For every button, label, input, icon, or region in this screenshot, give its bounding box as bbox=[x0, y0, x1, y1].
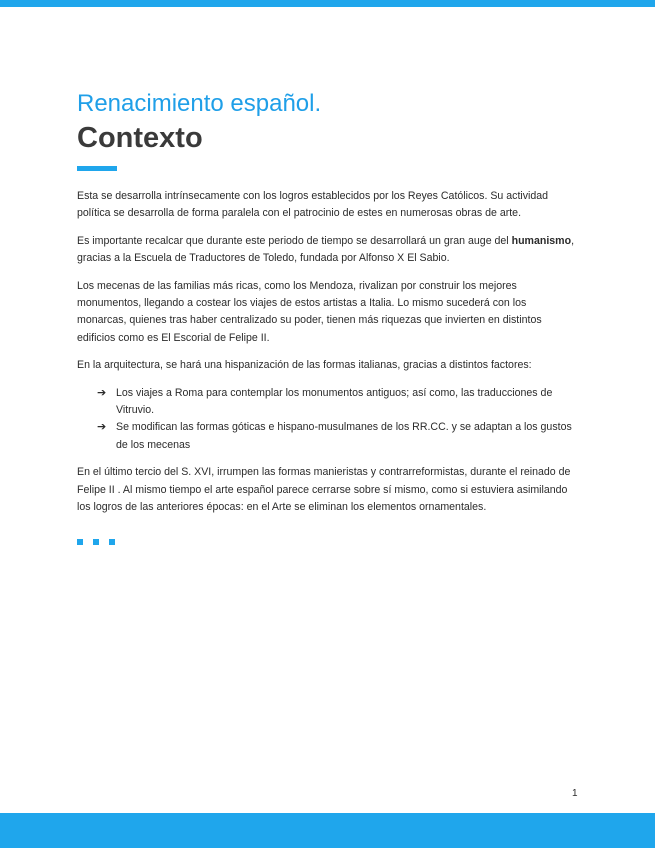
title-underline bbox=[77, 166, 117, 171]
humanismo-term: humanismo bbox=[511, 234, 572, 247]
paragraph-ultimo-tercio: En el último tercio del S. XVI, irrumpen las formas manieristas y contrarreformistas, durante el reinado de Felipe II . Al mismo tiempo el arte español parece cerrarse sobre sí mismo, como si estuviera asimilando los logros de las anteriores épocas: en el Arte se eliminan los elementos ornamentales. bbox=[77, 466, 571, 514]
paragraph-humanismo bbox=[77, 233, 577, 268]
arrow-right-icon: ➔ bbox=[97, 386, 107, 399]
list-item-text: Los viajes a Roma para contemplar los monumentos antiguos; así como, las traducciones de Vitruvio. bbox=[116, 386, 553, 417]
paragraph-arquitectura: En la arquitectura, se hará una hispanización de las formas italianas, gracias a distintos factores: bbox=[77, 359, 532, 372]
square-dot-icon bbox=[109, 539, 115, 545]
page-title: Contexto bbox=[77, 122, 203, 154]
square-dot-icon bbox=[77, 539, 83, 545]
paragraph-humanismo-after: , gracias a la Escuela de Traductores de Toledo, fundada por Alfonso X El Sabio. bbox=[77, 234, 575, 265]
list-item-text: Se modifican las formas góticas e hispano-musulmanes de los RR.CC. y se adaptan a los gustos de los mecenas bbox=[116, 421, 572, 451]
decorative-dots bbox=[77, 539, 577, 545]
paragraph-mecenas: Los mecenas de las familias más ricas, como los Mendoza, rivalizan por construir los mejores monumentos, llegando a costear los viajes de estos artistas a Italia. Lo mismo sucederá con los monarcas, quienes tras haber centralizado su poder, tienen más riquezas que invierten en distintos edificios como es El Escorial de Felipe II. bbox=[77, 279, 542, 344]
document-content bbox=[77, 88, 577, 545]
page-number: 1 bbox=[572, 788, 578, 799]
square-dot-icon bbox=[93, 539, 99, 545]
list-item bbox=[97, 419, 577, 454]
factors-list bbox=[77, 385, 577, 455]
paragraph-intro: Esta se desarrolla intrínsecamente con los logros establecidos por los Reyes Católicos. Su actividad política se desarrolla de forma paralela con el patrocinio de estes en numerosas obras de arte. bbox=[77, 190, 549, 220]
top-accent-bar bbox=[0, 0, 655, 7]
paragraph-humanismo-before: Es importante recalcar que durante este periodo de tiempo se desarrollará un gran auge del bbox=[77, 234, 512, 247]
document-subtitle: Renacimiento español. bbox=[77, 90, 322, 117]
bottom-accent-bar bbox=[0, 813, 655, 848]
list-item bbox=[97, 385, 577, 420]
arrow-right-icon: ➔ bbox=[97, 421, 107, 434]
